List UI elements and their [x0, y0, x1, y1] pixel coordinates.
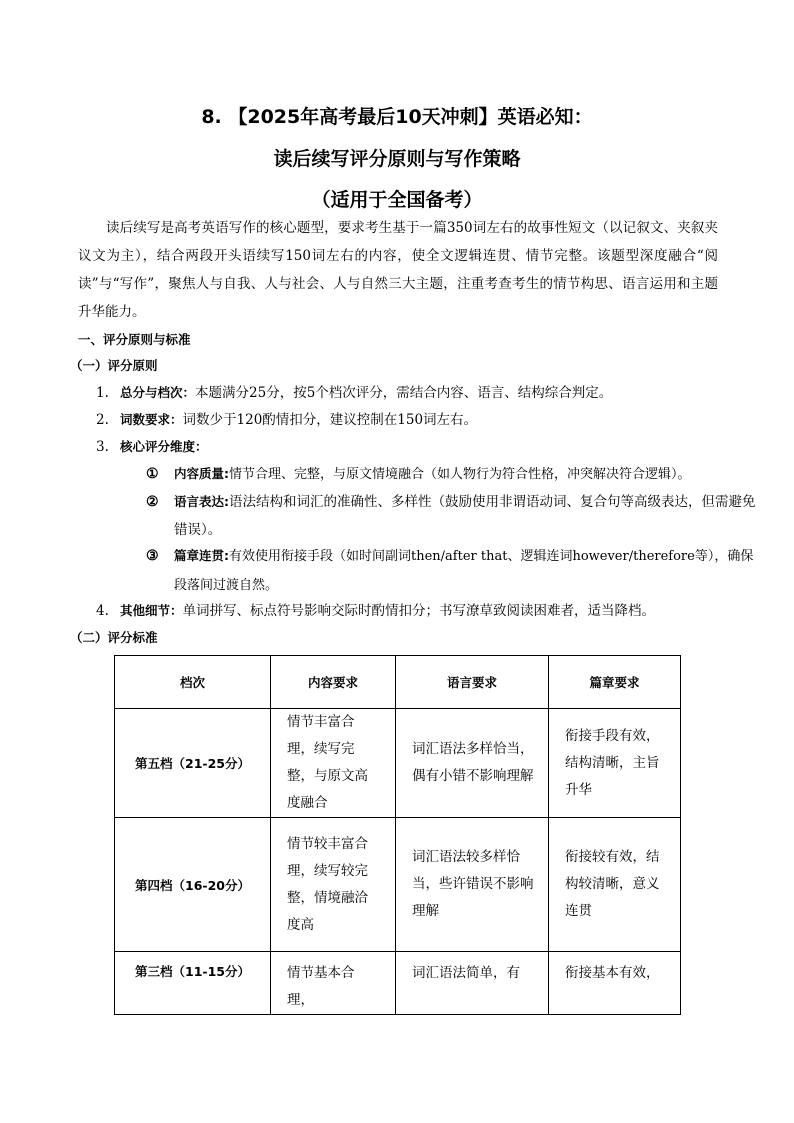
dimension-3-text: 有效使用衔接手段（如时间副词then/after that、逻辑连词however/therefore等），确保段落间过渡自然。: [174, 549, 754, 593]
dimension-1-label: 内容质量:: [174, 466, 229, 481]
title-line-1: 8. 【2025年高考最后10天冲刺】英语必知：: [201, 106, 593, 128]
title-line-3: （适用于全国备考）: [311, 189, 483, 211]
principle-2-number: 2.: [96, 412, 109, 428]
table-row: [115, 709, 681, 818]
dimension-2-label: 语言表达:: [174, 494, 229, 509]
dimension-2: [174, 488, 764, 544]
table-header: 档次: [115, 656, 271, 709]
table-cell-structure: 衔接基本有效，: [549, 952, 681, 1015]
intro-paragraph: 读后续写是高考英语写作的核心题型，要求考生基于一篇350词左右的故事性短文（以记叙文、夹叙夹议文为主），结合两段开头语续写150词左右的内容，使全文逻辑连贯、情节完整。该题型深度融合“阅读”与“写作”，聚焦人与自我、人与社会、人与自然三大主题，注重考查考生的情节构思、语言运用和主题升华能力。: [78, 220, 718, 320]
table-cell-language: 词汇语法多样恰当，偶有小错不影响理解: [396, 709, 549, 818]
dimension-3-label: 篇章连贯:: [174, 548, 229, 563]
principle-4-text: 单词拼写、标点符号影响交际时酌情扣分；书写潦草致阅读困难者，适当降档。: [182, 603, 656, 619]
dimension-2-text: 语法结构和词汇的准确性、多样性（鼓励使用非谓语动词、复合句等高级表达，但需避免错误）。: [174, 494, 756, 538]
principle-4: [120, 600, 655, 622]
table-cell-level: 第三档（11-15分）: [115, 952, 271, 1015]
table-cell-content: 情节较丰富合理，续写较完整，情境融洽度高: [271, 818, 396, 952]
dimension-3: [174, 542, 764, 600]
dimension-1-mark: ①: [146, 466, 159, 482]
table-cell-structure: 衔接较有效，结构较清晰，意义连贯: [549, 818, 681, 952]
principle-1: [120, 382, 612, 404]
principle-3: [120, 436, 208, 458]
principle-4-number: 4.: [96, 603, 109, 619]
table-header-row: [115, 656, 681, 709]
scoring-table: [114, 655, 681, 1015]
table-header: 语言要求: [396, 656, 549, 709]
table-cell-language: 词汇语法简单，有: [396, 952, 549, 1015]
dimension-2-mark: ②: [146, 494, 159, 510]
table-cell-level: 第五档（21-25分）: [115, 709, 271, 818]
dimension-1: [174, 460, 764, 489]
dimension-1-text: 情节合理、完整，与原文情境融合（如人物行为符合性格，冲突解决符合逻辑）。: [229, 467, 691, 482]
table-cell-content: 情节基本合理，: [271, 952, 396, 1015]
table-header: 篇章要求: [549, 656, 681, 709]
table-cell-language: 词汇语法较多样恰当，些许错误不影响理解: [396, 818, 549, 952]
table-row: [115, 952, 681, 1015]
table-cell-level: 第四档（16-20分）: [115, 818, 271, 952]
section-heading-1: 一、评分原则与标准: [78, 332, 191, 347]
table-cell-content: 情节丰富合理，续写完整，与原文高度融合: [271, 709, 396, 818]
principle-3-label: 核心评分维度：: [120, 439, 208, 454]
subsection-heading-2: （二）评分标准: [70, 630, 158, 645]
subsection-heading-1: （一）评分原则: [70, 358, 158, 373]
principle-4-label: 其他细节：: [120, 603, 183, 618]
principle-1-number: 1.: [96, 385, 109, 401]
principle-1-label: 总分与档次：: [120, 385, 196, 400]
principle-2-label: 词数要求：: [120, 412, 183, 427]
dimension-3-mark: ③: [146, 548, 159, 564]
principle-2: [120, 409, 477, 431]
table-cell-structure: 衔接手段有效，结构清晰，主旨升华: [549, 709, 681, 818]
principle-2-text: 词数少于120酌情扣分，建议控制在150词左右。: [182, 412, 478, 428]
principle-3-number: 3.: [96, 439, 109, 455]
title-line-2: 读后续写评分原则与写作策略: [273, 148, 521, 170]
table-row: [115, 818, 681, 952]
principle-1-text: 本题满分25分，按5个档次评分，需结合内容、语言、结构综合判定。: [195, 385, 613, 401]
table-header: 内容要求: [271, 656, 396, 709]
